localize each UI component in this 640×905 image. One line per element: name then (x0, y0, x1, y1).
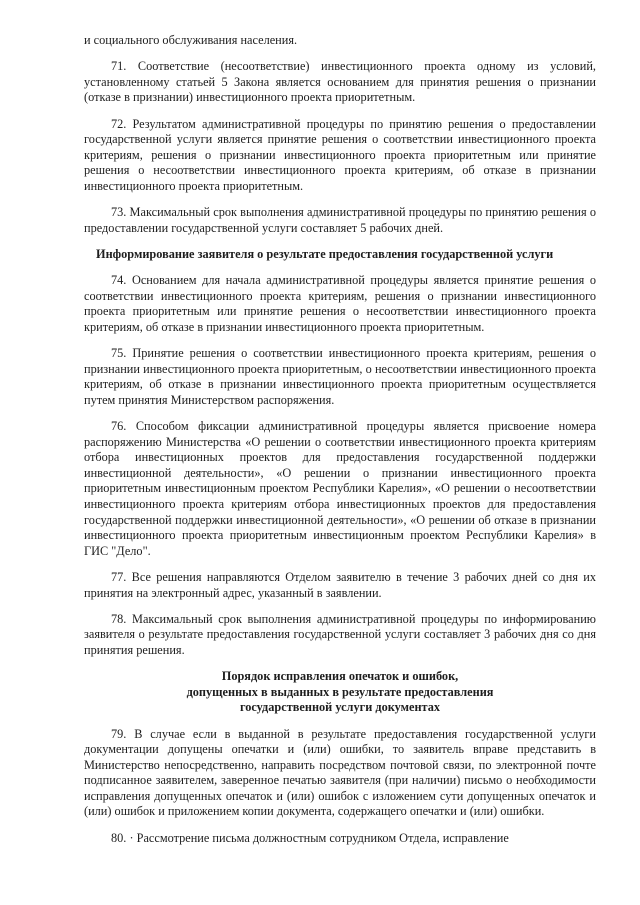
heading-line-2: допущенных в выданных в результате предоставления (186, 684, 494, 699)
heading-line-3: государственной услуги документах (239, 700, 441, 715)
paragraph-80: 80. · Рассмотрение письма должностным сотрудником Отдела, исправление (111, 830, 509, 845)
paragraph-71: 71. Соответствие (несоответствие) инвестиционного проекта одному из условий, установленному статьей 5 Закона является основанием для принятия решения о признании (отказе в признании) инвестиционного проекта приоритетным. (84, 59, 596, 105)
paragraph-72: 72. Результатом административной процедуры по принятию решения о предоставлении государственной услуги является принятие решения о соответствии инвестиционного проекта критериям, решения о признании инвестиционного проекта приоритетным или принятие решения о несоответствии инвестиционного проекта критериям, об отказе в признании инвестиционного проекта приоритетным. (84, 116, 596, 193)
continued-paragraph: и социального обслуживания населения. (84, 33, 298, 47)
section-heading-informing: Информирование заявителя о результате предоставления государственной услуги (96, 246, 554, 261)
section-heading-corrections (84, 669, 596, 716)
paragraph-74: 74. Основанием для начала административной процедуры является принятие решения о соответствии инвестиционного проекта критериям, решения о признании инвестиционного проекта приоритетным или принятие решения о несоответствии инвестиционного проекта критериям, об отказе в признании инвестиционного проекта приоритетным. (84, 273, 596, 334)
paragraph-73: 73. Максимальный срок выполнения административной процедуры по принятию решения о предоставлении государственной услуги составляет 5 рабочих дней. (84, 205, 596, 235)
paragraph-78: 78. Максимальный срок выполнения административной процедуры по информированию заявителя о результате предоставления государственной услуги составляет 3 рабочих дня со дня принятия решения. (84, 611, 596, 657)
paragraph-75: 75. Принятие решения о соответствии инвестиционного проекта критериям, решения о признании инвестиционного проекта приоритетным, о несоответствии инвестиционного проекта критериям, об отказе в признании инвестиционного проекта приоритетным осуществляется путем принятия Министерством распоряжения. (84, 346, 596, 407)
heading-line-1: Порядок исправления опечаток и ошибок, (221, 669, 459, 684)
paragraph-76: 76. Способом фиксации административной процедуры является присвоение номера распоряжению Министерства «О решении о соответствии инвестиционного проекта критериям отбора инвестиционных проектов для предоставления государственной поддержки инвестиционной деятельности», «О решении о признании инвестиционного проекта приоритетным инвестиционным проектом Республики Карелия», «О решении о несоответствии инвестиционного проекта критериям отбора инвестиционных проектов для предоставления государственной поддержки инвестиционной деятельности», «О решении об отказе в признании инвестиционного проекта приоритетным инвестиционным проектом Республики Карелия» в ГИС "Дело". (84, 419, 596, 558)
paragraph-79: 79. В случае если в выданной в результате предоставления государственной услуги документации допущены опечатки и (или) ошибки, то заявитель вправе представить в Министерство непосредственно, направить посредством почтовой связи, по электронной почте подписанное заявителем, заверенное печатью заявителя (при наличии) письмо о необходимости исправления допущенных опечаток и (или) ошибок с изложением сути допущенных опечаток и (или) ошибок и приложением копии документа, содержащего опечатки и (или) ошибки. (84, 726, 596, 819)
paragraph-77: 77. Все решения направляются Отделом заявителю в течение 3 рабочих дней со дня их принятия на электронный адрес, указанный в заявлении. (84, 569, 596, 600)
